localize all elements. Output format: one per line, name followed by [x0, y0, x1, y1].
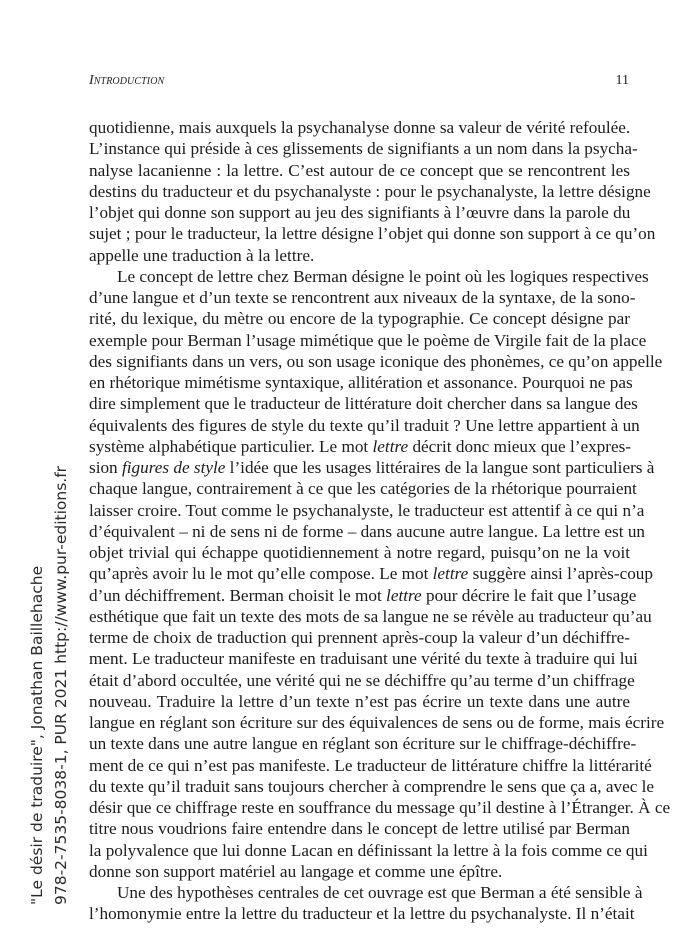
- text-line: appelle une traduction à la lettre.: [89, 245, 315, 265]
- text-line: chaque langue, contrairement à ce que les catégories de la rhétorique pourraient: [89, 479, 637, 499]
- text-line: sion figures de style l’idée que les usages littéraires de la langue sont particuliers à: [89, 458, 655, 477]
- text-line: esthétique que fait un texte des mots de sa langue ne se révèle au traducteur qu’au: [89, 606, 652, 626]
- text-line: du texte qu’il traduit sans toujours chercher à comprendre le sens que ça a, avec le: [89, 776, 655, 796]
- text-line: laisser croire. Tout comme le psychanalyste, le traducteur est attentif à ce qui n’a: [89, 500, 645, 520]
- text-line: d’une langue et d’un texte se rencontrent aux niveaux de la syntaxe, de la sono-: [89, 288, 636, 307]
- italic-term: lettre: [372, 436, 409, 456]
- text-line: L’instance qui préside à ces glissements de signifiants a un nom dans la psycha-: [89, 139, 638, 159]
- page-number: 11: [615, 73, 629, 88]
- text-line: rité, du lexique, du mètre ou encore de la typographie. Ce concept désigne par: [89, 309, 630, 329]
- text-line: Une des hypothèses centrales de cet ouvrage est que Berman a été sensible à: [117, 883, 643, 902]
- text-line: dire simplement que le traducteur de littérature doit chercher dans sa langue des: [89, 394, 638, 414]
- text-line: nalyse lacanienne : la lettre. C’est autour de ce concept que se rencontrent les: [89, 160, 630, 180]
- text-line: exemple pour Berman l’usage mimétique que le poème de Virgile fait de la place: [89, 330, 647, 350]
- copyright-watermark: [0, 0, 80, 948]
- italic-term: lettre: [386, 585, 422, 605]
- text-line: ment de ce qui n’est pas manifeste. Le traducteur de littérature chiffre la littérarité: [89, 755, 652, 775]
- text-line: nouveau. Traduire la lettre d’un texte n’est pas écrire un texte dans une autre: [89, 691, 630, 711]
- text-line: objet trivial qui échappe quotidiennement à notre regard, puisqu’on ne la voit: [89, 543, 630, 562]
- watermark-isbn-publisher-url: 978-2-7535-8038-1, PUR 2021 http://www.pur-editions.fr: [52, 465, 70, 905]
- running-head-title: Introduction: [89, 73, 165, 88]
- text-line: qu’après avoir lu le mot qu’elle compose. Le mot lettre suggère ainsi l’après-coup: [89, 564, 653, 584]
- text-line: sujet ; pour le traducteur, la lettre désigne l’objet qui donne son support à ce qu’on: [89, 224, 656, 244]
- italic-term: figures de style: [121, 458, 226, 477]
- text-line: ment. Le traducteur manifeste en traduisant une vérité du texte à traduire qui lui: [89, 649, 638, 669]
- text-line: d’équivalent – ni de sens ni de forme – dans aucune autre langue. La lettre est un: [89, 521, 646, 541]
- text-line: en rhétorique mimétisme syntaxique, allitération et assonance. Pourquoi ne pas: [89, 373, 633, 392]
- body-text: [89, 117, 671, 925]
- text-line: l’objet qui donne son support au jeu des signifiants à l’œuvre dans la parole du: [89, 203, 631, 222]
- running-head: [89, 71, 629, 91]
- text-line: destins du traducteur et du psychanalyste : pour le psychanalyste, la lettre désigne: [89, 181, 651, 201]
- watermark-title-author: "Le désir de traduire", Jonathan Baillehache: [28, 565, 46, 905]
- text-line: équivalents des figures de style du texte qu’il traduit ? Une lettre appartient à un: [89, 415, 640, 435]
- text-line: langue en réglant son écriture sur des équivalences de sens ou de forme, mais écrire: [89, 713, 665, 732]
- text-line: titre nous voudrions faire entendre dans le concept de lettre utilisé par Berman: [89, 819, 630, 839]
- text-line: terme de choix de traduction qui prennent après-coup la valeur d’un déchiffre-: [89, 628, 630, 647]
- text-line: était d’abord occultée, une vérité qui ne se déchiffre qu’au terme d’un chiffrage: [89, 670, 635, 690]
- text-line: système alphabétique particulier. Le mot lettre décrit donc mieux que l’expres-: [89, 436, 632, 456]
- text-line: un texte dans une autre langue en réglant son écriture sur le chiffrage-déchiffre-: [89, 734, 637, 754]
- text-line: l’homonymie entre la lettre du traducteur et la lettre du psychanalyste. Il n’était: [89, 904, 635, 924]
- text-line: la polyvalence que lui donne Lacan en définissant la lettre à la fois comme ce qui: [89, 840, 648, 860]
- text-line: Le concept de lettre chez Berman désigne le point où les logiques respectives: [117, 266, 649, 286]
- text-line: donne son support matériel au langage et comme une épître.: [89, 861, 503, 881]
- italic-term: lettre: [432, 564, 469, 584]
- text-line: des signifiants dans un vers, ou son usage iconique des phonèmes, ce qu’on appelle: [89, 351, 663, 371]
- text-line: d’un déchiffrement. Berman choisit le mot lettre pour décrire le fait que l’usage: [89, 585, 637, 605]
- text-line: quotidienne, mais auxquels la psychanalyse donne sa valeur de vérité refoulée.: [89, 118, 631, 137]
- text-line: désir que ce chiffrage reste en souffrance du message qu’il destine à l’Étranger. À ce: [89, 798, 671, 817]
